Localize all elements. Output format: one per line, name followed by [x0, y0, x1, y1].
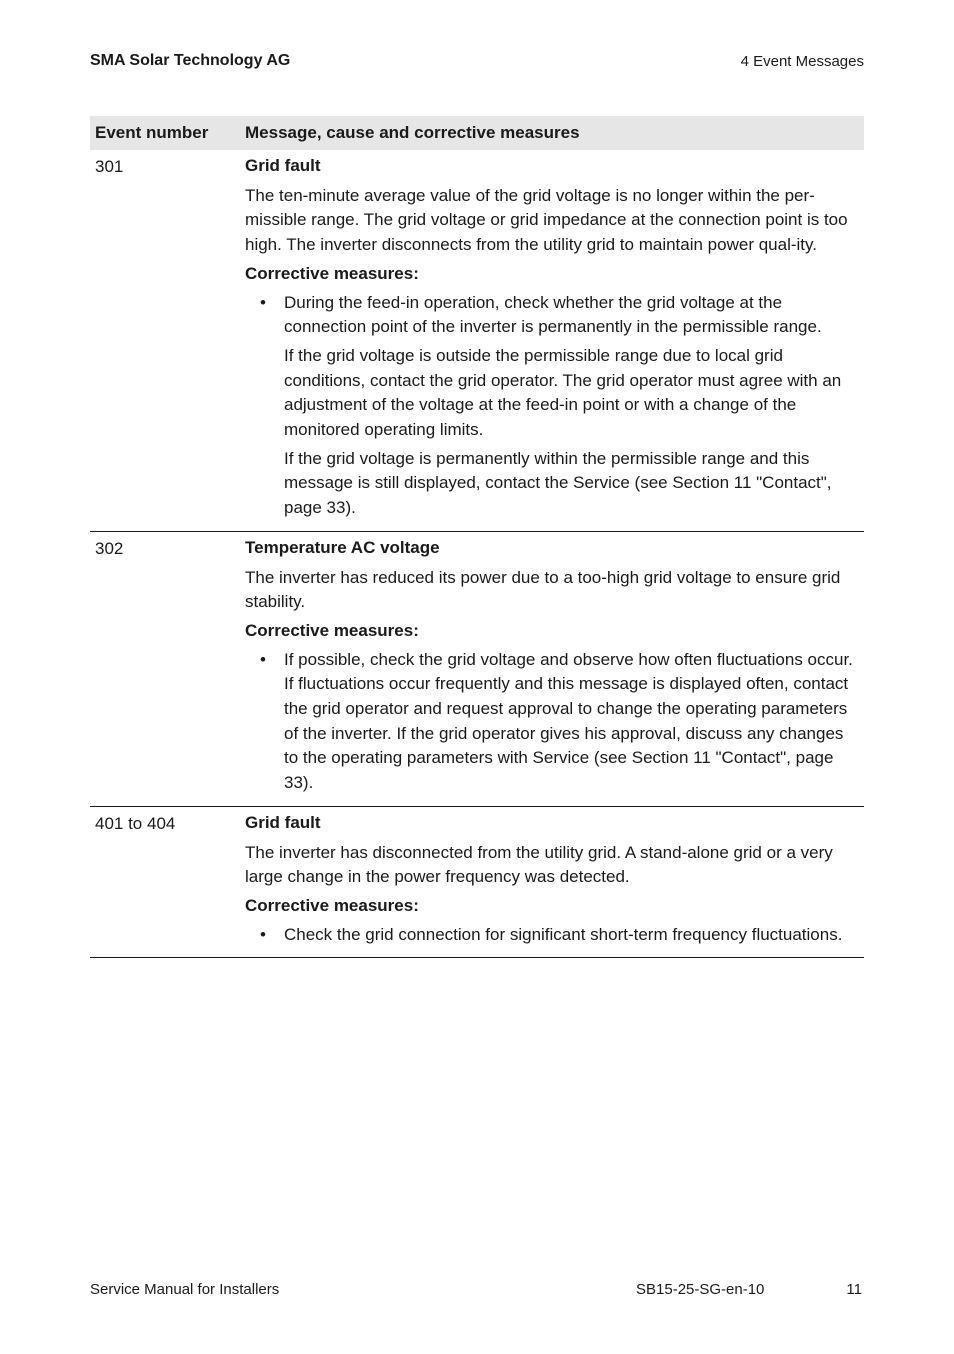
- list-item: [245, 923, 858, 948]
- corrective-measures-label: Corrective measures:: [245, 895, 419, 915]
- table-row: [90, 150, 864, 532]
- event-number: 301: [95, 157, 124, 176]
- list-item: [245, 291, 858, 340]
- corrective-measures-label: Corrective measures:: [245, 263, 419, 283]
- header-chapter: 4 Event Messages: [740, 53, 864, 70]
- event-number: 401 to 404: [95, 813, 176, 833]
- bullet-icon: •: [260, 924, 266, 944]
- list-item-text: Check the grid connection for significant short-term frequency fluctuations.: [284, 924, 843, 944]
- list-item-text: During the feed-in operation, check whether the grid voltage at the connection point of the inverter is permanently in the permissible range.: [284, 292, 822, 337]
- event-table: [90, 116, 864, 958]
- header-company: SMA Solar Technology AG: [90, 52, 291, 69]
- event-title: Grid fault: [245, 812, 321, 832]
- event-description: The inverter has reduced its power due to a too-high grid voltage to ensure grid stability.: [245, 567, 841, 612]
- bullet-icon: •: [260, 292, 266, 312]
- event-title: Grid fault: [245, 156, 321, 175]
- event-description: The ten-minute average value of the grid voltage is no longer within the per-missible range. The grid voltage or grid impedance at the connection point is too high. The inverter disconnects from the utility grid to maintain power qual-ity.: [245, 185, 848, 255]
- bullet-icon: •: [260, 649, 266, 669]
- footer-document-id: SB15-25-SG-en-10: [636, 1281, 765, 1298]
- list-item-text: If possible, check the grid voltage and observe how often fluctuations occur. If fluctuations occur frequently and this message is displayed often, contact the grid operator and request approval to change the operating parameters of the inverter. If the grid operator gives his approval, discuss any changes to the operating parameters with Service (see Section 11 "Contact", page 33).: [284, 649, 853, 793]
- measure-detail: If the grid voltage is permanently within the permissible range and this message is still displayed, contact the Service (see Section 11 "Contact", page 33).: [284, 448, 832, 518]
- event-description: The inverter has disconnected from the utility grid. A stand-alone grid or a very large change in the power frequency was detected.: [245, 842, 833, 887]
- measure-detail: If the grid voltage is outside the permissible range due to local grid conditions, contact the grid operator. The grid operator must agree with an adjustment of the voltage at the feed-in point or with a change of the monitored operating limits.: [284, 345, 842, 440]
- column-message: Message, cause and corrective measures: [245, 123, 580, 142]
- event-details: [245, 154, 864, 525]
- footer-manual-title: Service Manual for Installers: [90, 1281, 280, 1298]
- event-details: [245, 811, 864, 952]
- footer-page-number: 11: [846, 1281, 862, 1298]
- event-details: [245, 536, 864, 800]
- event-title: Temperature AC voltage: [245, 537, 440, 557]
- event-number: 302: [95, 538, 124, 558]
- table-header: [90, 116, 864, 150]
- table-row: [90, 807, 864, 959]
- column-event-number: Event number: [95, 123, 209, 142]
- corrective-measures-label: Corrective measures:: [245, 620, 419, 640]
- table-row: [90, 532, 864, 807]
- list-item: [245, 648, 858, 796]
